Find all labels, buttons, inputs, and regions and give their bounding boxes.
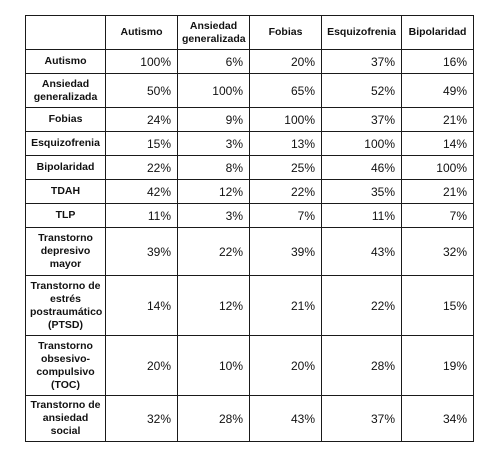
table-cell: 3% [178, 132, 250, 156]
comorbidity-table [25, 15, 474, 442]
corner-cell [26, 16, 106, 50]
table-cell: 65% [250, 74, 322, 108]
column-header: Ansiedad generalizada [178, 16, 250, 50]
comorbidity-table-container [25, 15, 474, 442]
table-cell: 100% [250, 108, 322, 132]
table-cell: 39% [250, 228, 322, 276]
table-row [26, 204, 474, 228]
table-cell: 15% [402, 276, 474, 336]
column-header: Bipolaridad [402, 16, 474, 50]
table-row [26, 108, 474, 132]
table-row [26, 228, 474, 276]
table-cell: 32% [402, 228, 474, 276]
table-cell: 46% [322, 156, 402, 180]
table-cell: 25% [250, 156, 322, 180]
table-cell: 22% [178, 228, 250, 276]
table-cell: 7% [250, 204, 322, 228]
table-cell: 15% [106, 132, 178, 156]
table-cell: 8% [178, 156, 250, 180]
table-cell: 7% [402, 204, 474, 228]
row-header: Transtorno obsesivo-compulsivo (TOC) [26, 336, 106, 396]
row-header: Ansiedad generalizada [26, 74, 106, 108]
table-row [26, 74, 474, 108]
column-header: Esquizofrenia [322, 16, 402, 50]
header-row [26, 16, 474, 50]
table-cell: 22% [250, 180, 322, 204]
table-cell: 20% [106, 336, 178, 396]
table-cell: 14% [106, 276, 178, 336]
row-header: Bipolaridad [26, 156, 106, 180]
table-cell: 22% [322, 276, 402, 336]
table-cell: 22% [106, 156, 178, 180]
table-row [26, 396, 474, 442]
table-cell: 100% [322, 132, 402, 156]
table-cell: 16% [402, 50, 474, 74]
table-cell: 20% [250, 336, 322, 396]
table-cell: 37% [322, 108, 402, 132]
table-cell: 37% [322, 396, 402, 442]
table-cell: 50% [106, 74, 178, 108]
table-row [26, 336, 474, 396]
table-cell: 39% [106, 228, 178, 276]
table-cell: 100% [178, 74, 250, 108]
table-cell: 52% [322, 74, 402, 108]
table-cell: 100% [106, 50, 178, 74]
table-cell: 34% [402, 396, 474, 442]
table-row [26, 156, 474, 180]
table-cell: 24% [106, 108, 178, 132]
table-row [26, 276, 474, 336]
table-cell: 10% [178, 336, 250, 396]
table-cell: 42% [106, 180, 178, 204]
row-header: TDAH [26, 180, 106, 204]
table-cell: 21% [250, 276, 322, 336]
table-cell: 37% [322, 50, 402, 74]
table-cell: 35% [322, 180, 402, 204]
table-cell: 13% [250, 132, 322, 156]
table-cell: 12% [178, 180, 250, 204]
row-header: TLP [26, 204, 106, 228]
table-cell: 6% [178, 50, 250, 74]
row-header: Esquizofrenia [26, 132, 106, 156]
table-cell: 28% [322, 336, 402, 396]
table-cell: 43% [250, 396, 322, 442]
table-cell: 49% [402, 74, 474, 108]
row-header: Autismo [26, 50, 106, 74]
row-header: Transtorno de ansiedad social [26, 396, 106, 442]
row-header: Fobias [26, 108, 106, 132]
table-cell: 21% [402, 108, 474, 132]
table-cell: 14% [402, 132, 474, 156]
table-cell: 12% [178, 276, 250, 336]
table-row [26, 132, 474, 156]
table-cell: 21% [402, 180, 474, 204]
table-cell: 9% [178, 108, 250, 132]
row-header: Transtorno de estrés postraumático (PTSD) [26, 276, 106, 336]
table-cell: 43% [322, 228, 402, 276]
table-cell: 20% [250, 50, 322, 74]
row-header: Transtorno depresivo mayor [26, 228, 106, 276]
table-cell: 100% [402, 156, 474, 180]
table-cell: 11% [106, 204, 178, 228]
table-row [26, 180, 474, 204]
table-row [26, 50, 474, 74]
table-cell: 11% [322, 204, 402, 228]
table-cell: 19% [402, 336, 474, 396]
table-cell: 3% [178, 204, 250, 228]
column-header: Fobias [250, 16, 322, 50]
table-cell: 28% [178, 396, 250, 442]
column-header: Autismo [106, 16, 178, 50]
table-cell: 32% [106, 396, 178, 442]
